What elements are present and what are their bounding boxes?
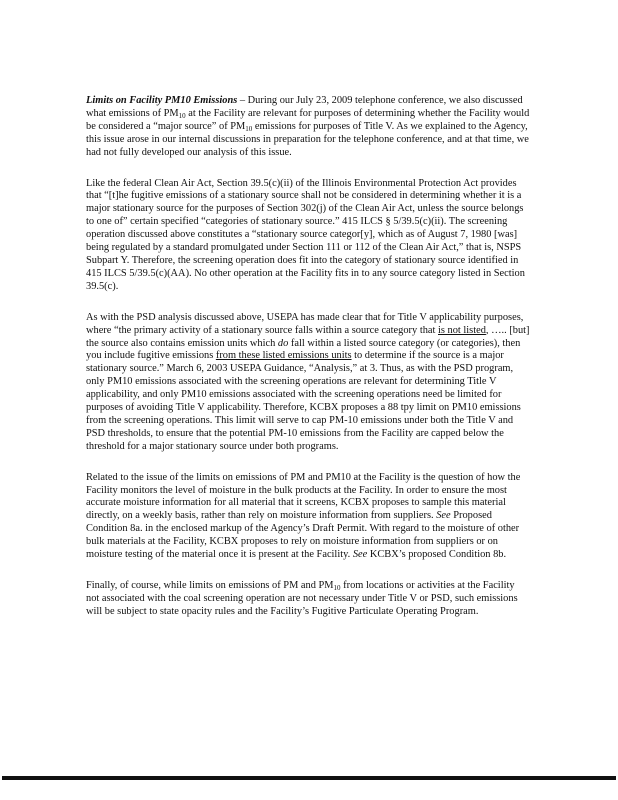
text-run: to determine if the source is a major stationary source.” March 6, 2003 USEPA Guidance, “Analysis,” at 3. Thus, as with the PSD program, only PM10 emissions associated with the screening operations are relevant for determining Title V applicability, and only PM10 emissions associated with the screening operations need be limited for purposes of avoiding Title V applicability. Therefore, KCBX proposes a 88 tpy limit on PM10 emissions from the screening operations. This limit will serve to cap PM-10 emissions under both the Title V and PSD thresholds, to ensure that the potential PM-10 emissions from the Facility are capped below the threshold for a major stationary source under both programs. xyxy=(86,350,521,452)
text-run: Finally, of course, while limits on emissions of PM and PM xyxy=(86,580,334,591)
section-heading: Limits on Facility PM10 Emissions xyxy=(86,95,238,106)
subscript: 10 xyxy=(245,124,253,133)
document-body xyxy=(86,95,530,637)
paragraph-conclusion xyxy=(86,580,530,619)
italic-text: See xyxy=(436,510,451,522)
subscript: 10 xyxy=(178,111,186,120)
text-run: fall within a listed source category (or categories), then you include fugitive emissions xyxy=(86,337,521,362)
bottom-rule xyxy=(2,776,616,780)
text-run: – During our July 23, 2009 telephone conference, we also discussed what emissions of PM xyxy=(86,95,523,119)
paragraph-pm10-limits xyxy=(86,95,530,160)
text-run: , ….. [but] the source also contains emission units which xyxy=(86,324,530,349)
underlined-text: from these listed emissions units xyxy=(215,350,352,362)
subscript: 10 xyxy=(333,584,341,592)
paragraph-psd-analysis xyxy=(86,312,530,454)
paragraph-moisture-monitoring xyxy=(86,472,530,562)
paragraph-clean-air-act: Like the federal Clean Air Act, Section 39.5(c)(ii) of the Illinois Environmental Protection Act provides that “[t]he fugitive emissions of a stationary source shall not be considered in determining whether it is a major stationary source for the purposes of Section 302(j) of the Clean Air Act, unless the source belongs to one of” certain specified “categories of stationary source.” 415 ILCS § 5/39.5(c)(ii). The screening operation discussed above constitutes a “stationary source categor[y], which as of August 7, 1980 [was] being regulated by a standard promulgated under Section 111 or 112 of the Clean Air Act,” that is, NSPS Subpart Y. Therefore, the screening operation does fit into the category of stationary source identified in 415 ILCS 5/39.5(c)(AA). No other operation at the Facility fits in to any source category listed in Section 39.5(c). xyxy=(86,177,525,292)
italic-text: do xyxy=(277,337,289,349)
italic-text: See xyxy=(352,549,368,561)
text-run: KCBX’s proposed Condition 8b. xyxy=(367,549,507,561)
text-run: at the Facility are relevant for purposes of determining whether the Facility would be considered a “major source” of PM xyxy=(86,107,530,132)
text-run: As with the PSD analysis discussed above, USEPA has made clear that for Title V applicability purposes, where “the primary activity of a stationary source falls within a source category that xyxy=(86,311,524,336)
underlined-text: is not listed xyxy=(438,324,486,336)
text-run: Proposed Condition 8a. in the enclosed markup of the Agency’s Draft Permit. With regard to the moisture of other bulk materials at the Facility, KCBX proposes to rely on moisture information from suppliers or on moisture testing of the material once it is present at the Facility. xyxy=(86,510,520,561)
text-run: from locations or activities at the Facility not associated with the coal screening operation are not necessary under Title V or PSD, such emissions will be subject to state opacity rules and the Facility’s Fugitive Particulate Operating Program. xyxy=(86,580,518,617)
text-run: Related to the issue of the limits on emissions of PM and PM10 at the Facility is the question of how the Facility monitors the level of moisture in the bulk products at the Facility. In order to ensure the most accurate moisture information for all material that it screens, KCBX proposes to sample this material directly, on a weekly basis, rather than rely on moisture information from suppliers. xyxy=(86,471,521,522)
text-run: emissions for purposes of Title V. As we explained to the Agency, this issue arose in our internal discussions in preparation for the telephone conference, and at that time, we had not fully developed our analysis of this issue. xyxy=(86,120,529,158)
